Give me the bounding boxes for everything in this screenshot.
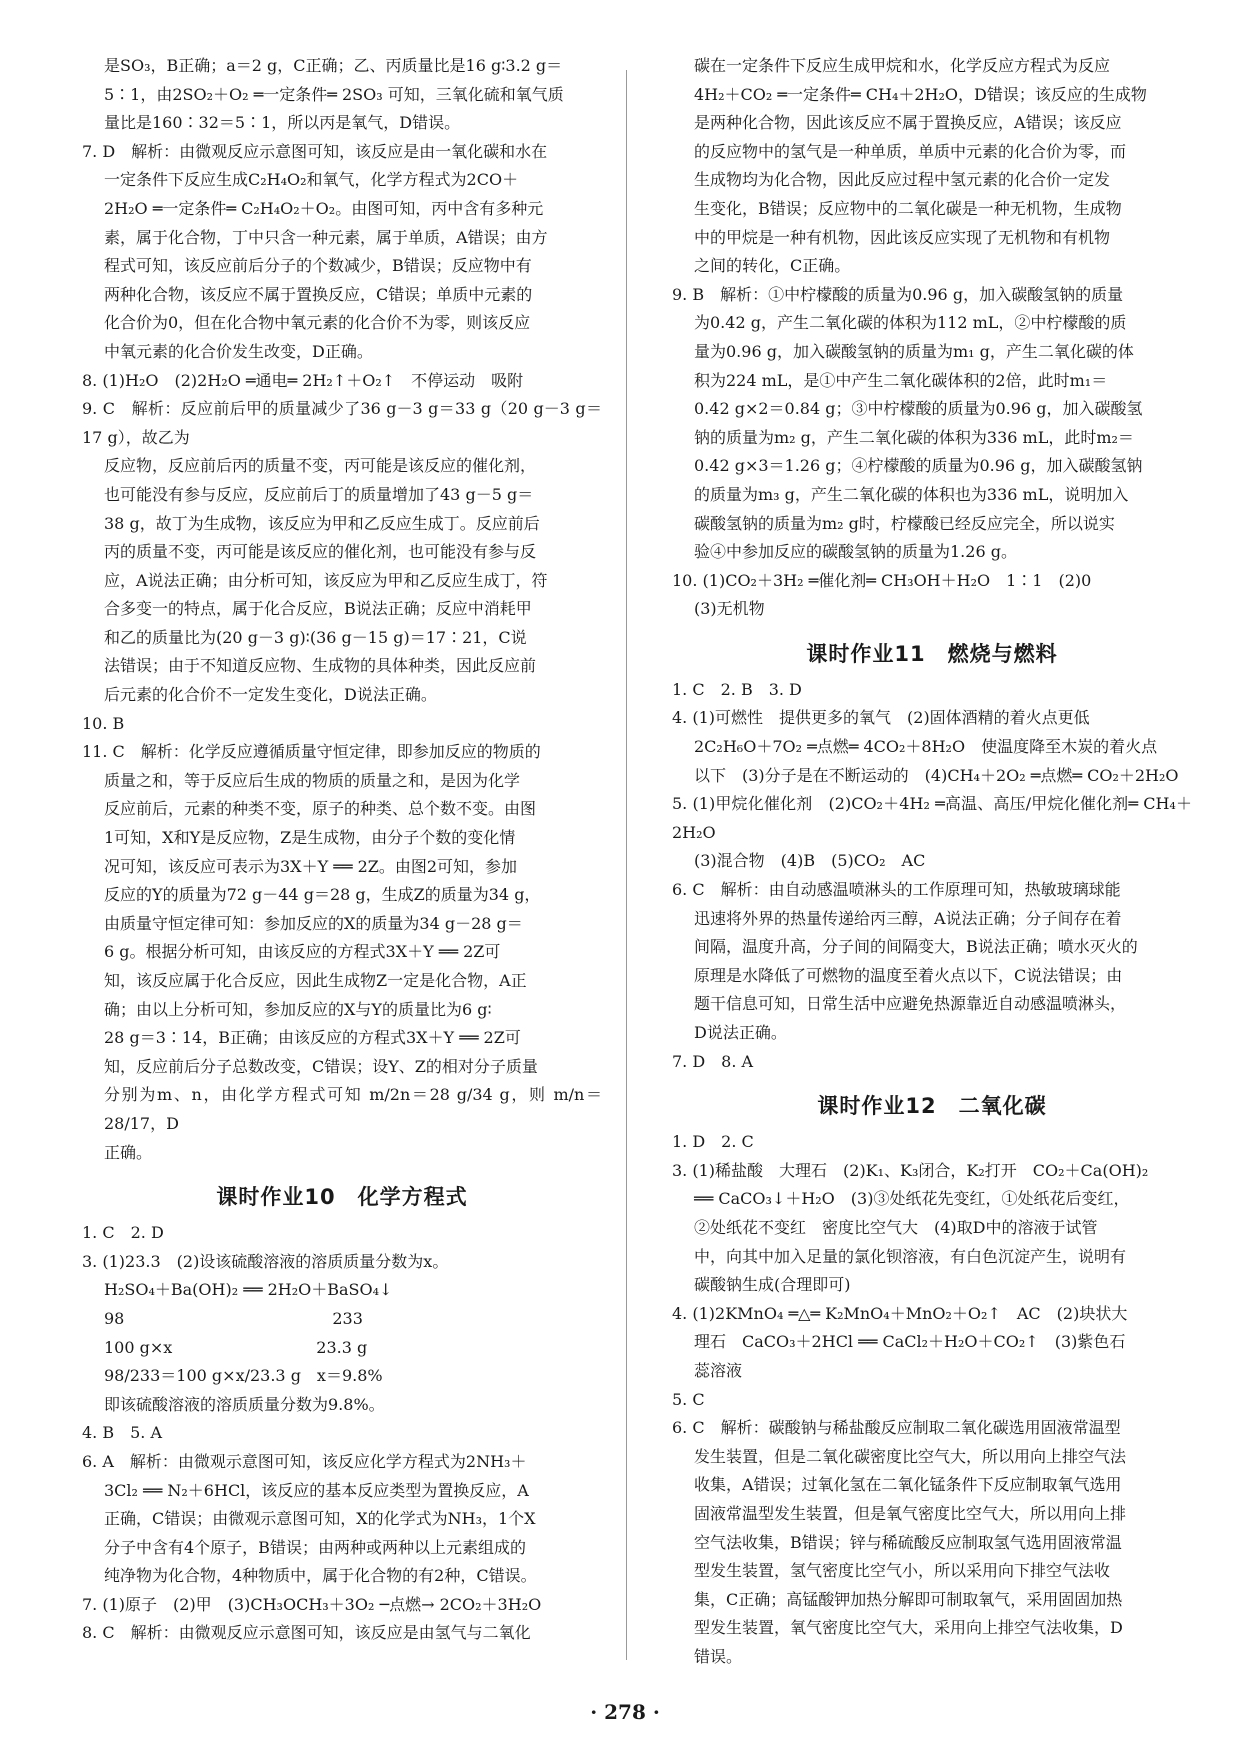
- text-line: 10. B: [82, 713, 125, 733]
- text-line: 3. (1)23.3 (2)设该硫酸溶液的溶质质量分数为x。: [82, 1251, 449, 1271]
- text-line: 况可知，该反应可表示为3X＋Y ══ 2Z。由图2可知，参加: [104, 856, 518, 876]
- text-line: 100 g×x 23.3 g: [104, 1337, 368, 1357]
- text-line: 积为224 mL，是①中产生二氧化碳体积的2倍，此时m₁＝: [694, 370, 1108, 390]
- text-line: 程式可知，该反应前后分子的个数减少，B错误；反应物中有: [104, 256, 532, 276]
- text-line: 确；由以上分析可知，参加反应的X与Y的质量比为6 g∶: [104, 999, 492, 1019]
- text-line: (3)无机物: [694, 599, 765, 619]
- text-line: 纯净物为化合物，4种物质中，属于化合物的有2种，C错误。: [104, 1566, 537, 1586]
- text-line: 由质量守恒定律可知：参加反应的X的质量为34 g－28 g＝: [104, 913, 523, 933]
- text-line: 反应前后，元素的种类不变，原子的种类、总个数不变。由图: [104, 799, 537, 819]
- text-line: 型发生装置，氢气密度比空气小，所以采用向下排空气法收: [694, 1561, 1111, 1581]
- text-line: 量比是160∶32＝5∶1，所以丙是氧气，D错误。: [104, 113, 461, 133]
- text-line: 1. D 2. C: [672, 1132, 754, 1152]
- text-line: 11. C 解析：化学反应遵循质量守恒定律，即参加反应的物质的: [82, 742, 541, 762]
- text-line: 生成物均为化合物，因此反应过程中氢元素的化合价一定发: [694, 170, 1111, 190]
- text-line: 2H₂O ═一定条件═ C₂H₄O₂＋O₂。由图可知，丙中含有多种元: [104, 198, 544, 218]
- text-line: 为0.42 g，产生二氧化碳的体积为112 mL，②中柠檬酸的质: [694, 313, 1127, 333]
- text-line: ②处纸花不变红 密度比空气大 (4)取D中的溶液于试管: [694, 1217, 1098, 1237]
- text-line: 98 233: [104, 1308, 363, 1328]
- text-line: (3)混合物 (4)B (5)CO₂ AC: [694, 851, 926, 871]
- column-divider: [626, 70, 627, 1660]
- text-line: 的质量为m₃ g，产生二氧化碳的体积也为336 mL，说明加入: [694, 484, 1129, 504]
- text-line: 1. C 2. B 3. D: [672, 679, 802, 699]
- text-line: 丙的质量不变，丙可能是该反应的催化剂，也可能没有参与反: [104, 542, 537, 562]
- text-line: 1. C 2. D: [82, 1223, 164, 1243]
- section-heading: 课时作业11 燃烧与燃料: [806, 641, 1058, 666]
- text-line: 知，反应前后分子总数改变，C错误；设Y、Z的相对分子质量: [104, 1056, 538, 1076]
- text-line: 6. A 解析：由微观示意图可知，该反应化学方程式为2NH₃＋: [82, 1451, 527, 1471]
- text-line: 后元素的化合价不一定发生变化，D说法正确。: [104, 685, 437, 705]
- text-line: 收集，A错误；过氧化氢在二氧化锰条件下反应制取氧气选用: [694, 1475, 1122, 1495]
- text-line: 碳酸氢钠的质量为m₂ g时，柠檬酸已经反应完全，所以说实: [694, 513, 1115, 533]
- text-line: 错误。: [694, 1646, 743, 1666]
- text-line: 是SO₃，B正确；a＝2 g，C正确；乙、丙质量比是16 g∶3.2 g＝: [104, 56, 563, 75]
- text-line: 8. (1)H₂O (2)2H₂O ═通电═ 2H₂↑＋O₂↑ 不停运动 吸附: [82, 370, 524, 390]
- text-line: 生变化，B错误；反应物中的二氧化碳是一种无机物，生成物: [694, 198, 1122, 218]
- text-line: 7. D 8. A: [672, 1051, 754, 1071]
- text-line: H₂SO₄＋Ba(OH)₂ ══ 2H₂O＋BaSO₄↓: [104, 1280, 393, 1300]
- left-column: [82, 52, 602, 1648]
- text-line: 是两种化合物，因此该反应不属于置换反应，A错误；该反应: [694, 113, 1122, 133]
- text-line: 9. B 解析：①中柠檬酸的质量为0.96 g，加入碳酸氢钠的质量: [672, 284, 1124, 304]
- text-line: 中的甲烷是一种有机物，因此该反应实现了无机物和有机物: [694, 227, 1111, 247]
- text-line: 6. C 解析：碳酸钠与稀盐酸反应制取二氧化碳选用固液常温型: [672, 1418, 1121, 1438]
- text-line: ══ CaCO₃↓＋H₂O (3)③处纸花先变红，①处纸花后变红，: [694, 1189, 1130, 1209]
- text-line: 5. (1)甲烷化催化剂 (2)CO₂＋4H₂ ═高温、高压/甲烷化催化剂═ CH₄＋2H₂O: [672, 794, 1192, 842]
- text-line: 固液常温型发生装置，但是氧气密度比空气大，所以用向上排: [694, 1503, 1127, 1523]
- text-line: 验④中参加反应的碳酸氢钠的质量为1.26 g。: [694, 542, 1017, 562]
- text-line: 两种化合物，该反应不属于置换反应，C错误；单质中元素的: [104, 284, 533, 304]
- text-line: 和乙的质量比为(20 g－3 g)∶(36 g－15 g)＝17∶21，C说: [104, 627, 527, 647]
- text-line: 4. (1)可燃性 提供更多的氧气 (2)固体酒精的着火点更低: [672, 708, 1090, 728]
- text-line: 迅速将外界的热量传递给丙三醇，A说法正确；分子间存在着: [694, 908, 1122, 928]
- text-line: 题干信息可知，日常生活中应避免热源靠近自动感温喷淋头，: [694, 994, 1127, 1014]
- text-line: D说法正确。: [694, 1023, 787, 1042]
- right-column: [672, 52, 1192, 1671]
- text-line: 98/233＝100 g×x/23.3 g x＝9.8%: [104, 1366, 383, 1386]
- text-line: 化合价为0，但在化合物中氧元素的化合价不为零，则该反应: [104, 313, 531, 333]
- text-line: 质量之和，等于反应后生成的物质的质量之和，是因为化学: [104, 770, 521, 790]
- text-line: 4H₂＋CO₂ ═一定条件═ CH₄＋2H₂O，D错误；该反应的生成物: [694, 84, 1147, 104]
- text-line: 碳在一定条件下反应生成甲烷和水，化学反应方程式为反应: [694, 56, 1111, 75]
- text-line: 量为0.96 g，加入碳酸氢钠的质量为m₁ g，产生二氧化碳的体: [694, 341, 1134, 361]
- text-line: 空气法收集，B错误；锌与稀硫酸反应制取氢气选用固液常温: [694, 1532, 1122, 1552]
- text-line: 1可知，X和Y是反应物，Z是生成物，由分子个数的变化情: [104, 828, 516, 848]
- text-line: 3Cl₂ ══ N₂＋6HCl，该反应的基本反应类型为置换反应，A: [104, 1480, 529, 1500]
- text-line: 8. C 解析：由微观反应示意图可知，该反应是由氢气与二氧化: [82, 1623, 531, 1643]
- text-line: 10. (1)CO₂＋3H₂ ═催化剂═ CH₃OH＋H₂O 1∶1 (2)0: [672, 570, 1092, 590]
- text-line: 中氧元素的化合价发生改变，D正确。: [104, 341, 373, 361]
- text-line: 即该硫酸溶液的溶质质量分数为9.8%。: [104, 1394, 385, 1414]
- text-line: 2C₂H₆O＋7O₂ ═点燃═ 4CO₂＋8H₂O 使温度降至木炭的着火点: [694, 737, 1158, 757]
- text-line: 3. (1)稀盐酸 大理石 (2)K₁、K₃闭合，K₂打开 CO₂＋Ca(OH)₂: [672, 1160, 1149, 1180]
- text-line: 法错误；由于不知道反应物、生成物的具体种类，因此反应前: [104, 656, 537, 676]
- text-line: 7. (1)原子 (2)甲 (3)CH₃OCH₃＋3O₂ ─点燃→ 2CO₂＋3H₂O: [82, 1594, 542, 1614]
- text-line: 38 g，故丁为生成物，该反应为甲和乙反应生成丁。反应前后: [104, 513, 540, 533]
- text-line: 理石 CaCO₃＋2HCl ══ CaCl₂＋H₂O＋CO₂↑ (3)紫色石: [694, 1332, 1126, 1352]
- text-line: 间隔，温度升高，分子间的间隔变大，B说法正确；喷水灭火的: [694, 937, 1138, 957]
- text-line: 的反应物中的氢气是一种单质，单质中元素的化合价为零，而: [694, 141, 1127, 161]
- text-line: 中，向其中加入足量的氯化钡溶液，有白色沉淀产生，说明有: [694, 1246, 1127, 1266]
- text-line: 以下 (3)分子是在不断运动的 (4)CH₄＋2O₂ ═点燃═ CO₂＋2H₂O: [694, 765, 1179, 785]
- text-line: 正确，C错误；由微观示意图可知，X的化学式为NH₃，1个X: [104, 1509, 536, 1529]
- text-line: 蕊溶液: [694, 1360, 743, 1380]
- section-heading: 课时作业12 二氧化碳: [817, 1094, 1047, 1119]
- text-line: 原理是水降低了可燃物的温度至着火点以下，C说法错误；由: [694, 965, 1123, 985]
- text-line: 反应的Y的质量为72 g－44 g＝28 g，生成Z的质量为34 g，: [104, 885, 541, 905]
- text-line: 知，该反应属于化合反应，因此生成物Z一定是化合物，A正: [104, 971, 527, 990]
- text-line: 5. C: [672, 1389, 705, 1409]
- text-line: 9. C 解析：反应前后甲的质量减少了36 g－3 g＝33 g（20 g－3 g＝17 g），故乙为: [82, 399, 602, 447]
- text-line: 分子中含有4个原子，B错误；由两种或两种以上元素组成的: [104, 1537, 526, 1557]
- text-line: 28 g＝3∶14，B正确；由该反应的方程式3X＋Y ══ 2Z可: [104, 1028, 521, 1048]
- text-line: 素，属于化合物，丁中只含一种元素，属于单质，A错误；由方: [104, 227, 548, 247]
- text-line: 正确。: [104, 1142, 153, 1162]
- text-line: 型发生装置，氧气密度比空气大，采用向上排空气法收集，D: [694, 1618, 1123, 1638]
- text-line: 反应物，反应前后丙的质量不变，丙可能是该反应的催化剂，: [104, 456, 537, 476]
- text-line: 应，A说法正确；由分析可知，该反应为甲和乙反应生成丁，符: [104, 570, 548, 590]
- text-line: 0.42 g×2＝0.84 g；③中柠檬酸的质量为0.96 g，加入碳酸氢: [694, 399, 1143, 419]
- text-line: 合多变一的特点，属于化合反应，B说法正确；反应中消耗甲: [104, 599, 532, 619]
- section-heading: 课时作业10 化学方程式: [216, 1185, 468, 1210]
- text-line: 分别为m、n，由化学方程式可知 m/2n＝28 g/34 g，则 m/n＝28/17，D: [104, 1085, 602, 1133]
- text-line: 4. B 5. A: [82, 1423, 163, 1443]
- text-line: 7. D 解析：由微观反应示意图可知，该反应是由一氧化碳和水在: [82, 141, 548, 161]
- text-line: 集，C正确；高锰酸钾加热分解即可制取氧气，采用固固加热: [694, 1589, 1123, 1609]
- page-number: · 278 ·: [590, 1700, 660, 1724]
- text-line: 之间的转化，C正确。: [694, 256, 851, 276]
- text-line: 0.42 g×3＝1.26 g；④柠檬酸的质量为0.96 g，加入碳酸氢钠: [694, 456, 1143, 476]
- text-line: 6 g。根据分析可知，由该反应的方程式3X＋Y ══ 2Z可: [104, 942, 501, 962]
- text-line: 碳酸钠生成(合理即可): [694, 1275, 851, 1295]
- text-line: 6. C 解析：由自动感温喷淋头的工作原理可知，热敏玻璃球能: [672, 880, 1121, 900]
- text-line: 钠的质量为m₂ g，产生二氧化碳的体积为336 mL，此时m₂＝: [694, 427, 1134, 447]
- text-line: 一定条件下反应生成C₂H₄O₂和氧气，化学方程式为2CO＋: [104, 170, 519, 190]
- text-line: 也可能没有参与反应，反应前后丁的质量增加了43 g－5 g＝: [104, 484, 534, 504]
- text-line: 发生装置，但是二氧化碳密度比空气大，所以用向上排空气法: [694, 1446, 1127, 1466]
- text-line: 5∶1，由2SO₂＋O₂ ═一定条件═ 2SO₃ 可知，三氧化硫和氧气质: [104, 84, 564, 104]
- text-line: 4. (1)2KMnO₄ ═△═ K₂MnO₄＋MnO₂＋O₂↑ AC (2)块状大: [672, 1303, 1128, 1323]
